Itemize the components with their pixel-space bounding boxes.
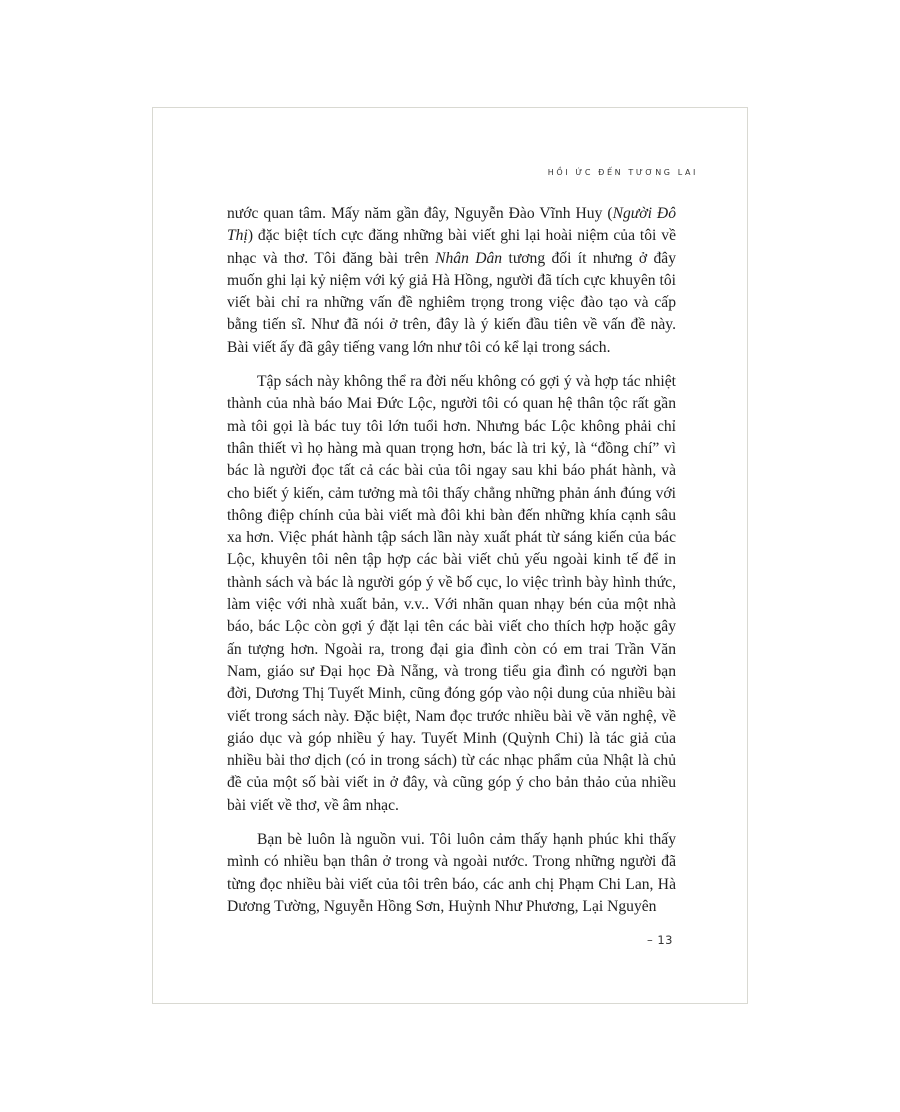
page-number: – 13 — [646, 933, 673, 947]
publication-title: Nhân Dân — [435, 249, 503, 267]
publication-title: Người Đô Thị — [227, 205, 676, 245]
paragraph-2: Tập sách này không thể ra đời nếu không có gợi ý và hợp tác nhiệt thành của nhà báo Mai Đức Lộc, người tôi có quan hệ thân tộc rất gần mà tôi gọi là bác tuy tôi lớn tuổi hơn. Nhưng bác Lộc không phải chỉ thân thiết vì họ hàng mà quan trọng hơn, bác là tri kỷ, là “đồng chí” vì bác là người đọc tất cả các bài của tôi ngay sau khi báo phát hành, và cho biết ý kiến, cảm tưởng mà tôi thấy chẳng những phản ánh đúng với thông điệp chính của bài viết mà đôi khi bàn đến những khía cạnh sâu xa hơn. Việc phát hành tập sách lần này xuất phát từ sáng kiến của bác Lộc, khuyên tôi nên tập hợp các bài viết chủ yếu ngoài kinh tế để in thành sách và bác là người góp ý về bố cục, lo việc trình bày hình thức, làm việc với nhà xuất bản, v.v.. Với nhãn quan nhạy bén của một nhà báo, bác Lộc còn gợi ý đặt lại tên các bài viết cho thích hợp hoặc gây ấn tượng hơn. Ngoài ra, trong đại gia đình còn có em trai Trần Văn Nam, giáo sư Đại học Đà Nẵng, và trong tiểu gia đình có người bạn đời, Dương Thị Tuyết Minh, cũng đóng góp vào nội dung của nhiều bài viết trong sách này. Đặc biệt, Nam đọc trước nhiều bài về văn nghệ, về giáo dục và góp nhiều ý hay. Tuyết Minh (Quỳnh Chi) là tác giả của nhiều bài thơ dịch (có in trong sách) từ các nhạc phẩm của Nhật là chủ đề của một số bài viết in ở đây, và cũng góp ý cho bản thảo của nhiều bài viết về thơ, về âm nhạc. — [227, 373, 676, 814]
paragraph-1: nước quan tâm. Mấy năm gần đây, Nguyễn Đào Vĩnh Huy (Người Đô Thị) đặc biệt tích cực đăng những bài viết ghi lại hoài niệm của tôi về nhạc và thơ. Tôi đăng bài trên Nhân Dân tương đối ít nhưng ở đây muốn ghi lại kỷ niệm với ký giả Hà Hồng, người đã tích cực khuyên tôi viết bài chỉ ra những vấn đề nghiêm trọng trong việc đào tạo và cấp bằng tiến sĩ. Như đã nói ở trên, đây là ý kiến đầu tiên về vấn đề này. Bài viết ấy đã gây tiếng vang lớn như tôi có kể lại trong sách. — [227, 205, 677, 356]
book-page — [152, 107, 748, 1004]
running-header: HỒI ỨC ĐẾN TƯƠNG LAI — [547, 168, 698, 177]
paragraph-3: Bạn bè luôn là nguồn vui. Tôi luôn cảm thấy hạnh phúc khi thấy mình có nhiều bạn thân ở trong và ngoài nước. Trong những người đã từng đọc nhiều bài viết của tôi trên báo, các anh chị Phạm Chi Lan, Hà Dương Tường, Nguyễn Hồng Sơn, Huỳnh Như Phương, Lại Nguyên — [227, 831, 676, 915]
body-text — [227, 203, 676, 918]
